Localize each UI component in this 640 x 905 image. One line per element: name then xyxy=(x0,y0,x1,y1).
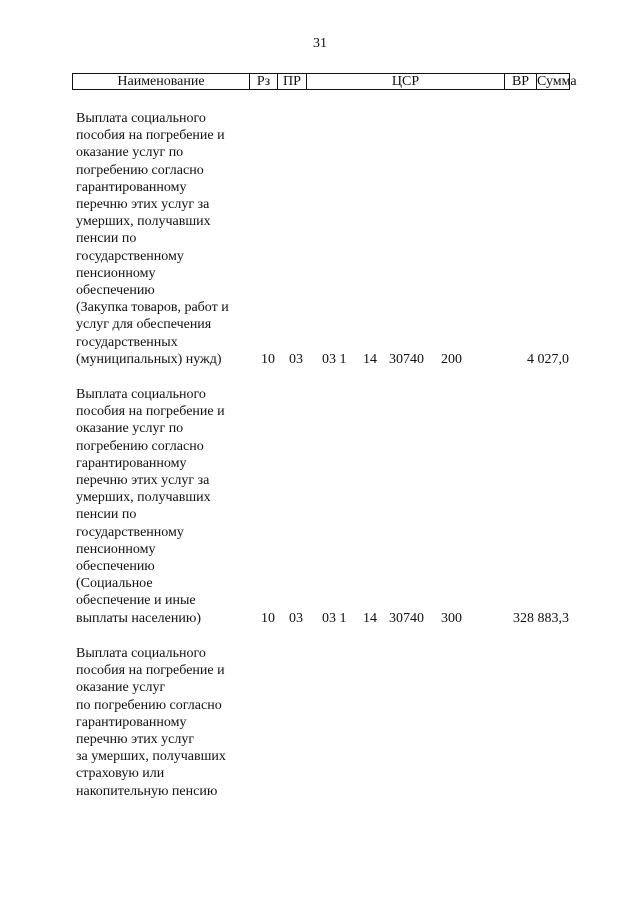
row-sum: 4 027,0 xyxy=(527,352,569,367)
table-row xyxy=(0,386,640,630)
table-header xyxy=(72,73,577,90)
header-sum: Сумма xyxy=(537,74,577,89)
row-csr-direction: 30740 xyxy=(389,611,424,626)
row-pr: 03 xyxy=(289,352,303,367)
table-row xyxy=(0,645,640,805)
row-name: Выплата социального пособия на погребение и оказание услуг по погребению согласно гарантированному перечню этих услуг за умерших, получавших страховую или накопительную пенсию xyxy=(76,646,226,799)
row-vr: 300 xyxy=(441,611,462,626)
header-name: Наименование xyxy=(73,74,250,89)
row-csr-subprogram: 14 xyxy=(363,611,377,626)
header-vr: ВР xyxy=(505,74,537,89)
header-rz: Рз xyxy=(250,74,278,89)
row-csr-subprogram: 14 xyxy=(363,352,377,367)
row-vr: 200 xyxy=(441,352,462,367)
row-name: Выплата социального пособия на погребение и оказание услуг по погребению согласно гарантированному перечню этих услуг за умерших, получавших пенсии по государственному пенсионному обеспечению (Социальное обеспечение и иные выплаты населению) xyxy=(76,387,225,626)
table-row xyxy=(0,110,640,370)
row-rz: 10 xyxy=(261,352,275,367)
row-sum: 328 883,3 xyxy=(513,611,569,626)
page-number: 31 xyxy=(313,36,327,51)
header-csr: ЦСР xyxy=(307,74,505,89)
row-rz: 10 xyxy=(261,611,275,626)
row-csr-direction: 30740 xyxy=(389,352,424,367)
row-pr: 03 xyxy=(289,611,303,626)
header-pr: ПР xyxy=(278,74,307,89)
row-name: Выплата социального пособия на погребение и оказание услуг по погребению согласно гарантированному перечню этих услуг за умерших, получавших пенсии по государственному пенсионному обеспечению (Закупка товаров, работ и услуг для обеспечения государственных (муниципальных) нужд) xyxy=(76,111,229,367)
row-csr-program: 03 1 xyxy=(322,352,347,367)
row-csr-program: 03 1 xyxy=(322,611,347,626)
